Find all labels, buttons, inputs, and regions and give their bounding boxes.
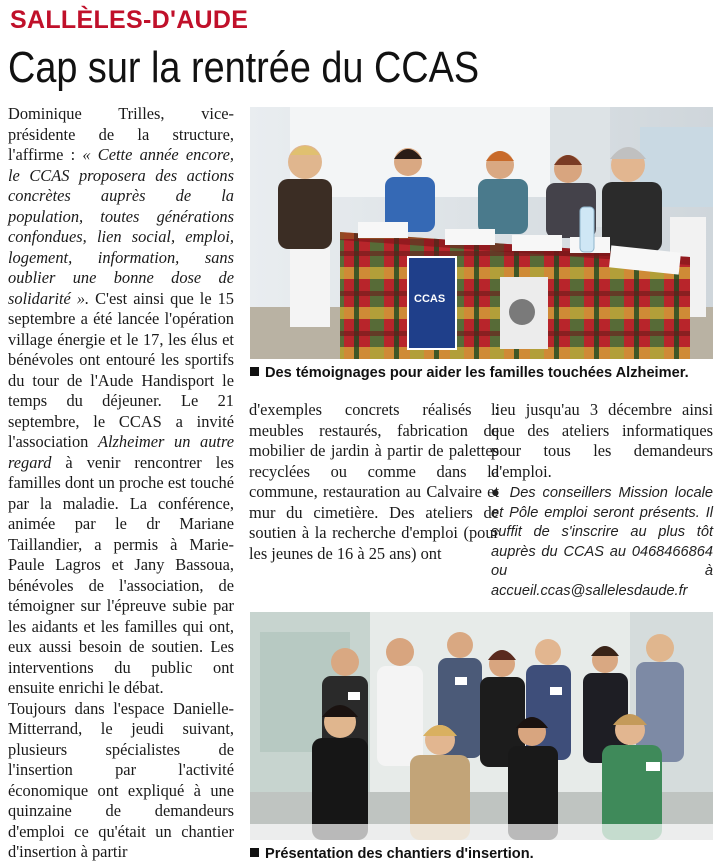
paragraph: Dominique Trilles, vice-présidente de la structure, l'affirme : « Cette année encore, le CCAS proposera des actions concrètes auprès de la population, toutes générations confondues, lien social, emploi, logement, information, sans oublier une bonne dose de solidarité ». C'est ainsi que le 15 septembre a été lancée l'opération village énergie et le 17, les élus et bénévoles ont entouré les sportifs du tour de l'Aude Handisport le temps du déjeuner. Le 21 septembre, le CCAS a invité l'association Alzheimer un autre regard à venir rencontrer les familles dont un proche est touché par la maladie. La conférence, animée par le dr Mariane Taillandier, a permis à Marie-Paule Lagros et Jany Bassoua, bénévoles de l'association, de témoigner sur l'épreuve subie par les aidants et les familles qui ont, eux aussi besoin de soutien. Les interventions du public ont ensuite enrichi le débat. [8, 104, 234, 697]
paragraph: lieu jusqu'au 3 décembre ainsi que des ateliers informatiques pour tous les demandeurs d'emploi. [491, 400, 713, 481]
info-note: ● Des conseillers Mission locale et Pôle emploi seront présents. Il suffit de s'inscrire au plus tôt auprès du CCAS au 0468466864 ou à accueil.ccas@sallelesdaude.fr [491, 485, 713, 599]
photo2-caption: Présentation des chantiers d'insertion. [250, 846, 534, 862]
quote: « Cette année encore, le CCAS proposera des actions concrètes auprès de la population, toutes générations confondues, lien social, emploi, logement, information, sans oublier une bonne dose de solidarité ». [8, 145, 234, 308]
article-column-1 [8, 104, 234, 863]
caption-square-icon [250, 848, 259, 857]
photo-insertion-group [250, 612, 713, 840]
article-column-3 [491, 400, 713, 601]
paragraph: d'exemples concrets réalisés : meubles restaurés, fabrication de mobilier de jardin à partir de palettes recyclées ou comme dans la commune, restauration au Calvaire et mur du cimetière. Des ateliers de soutien à la recherche d'emploi (pour les jeunes de 16 à 25 ans) ont [249, 400, 499, 563]
section-kicker: SALLÈLES-D'AUDE [10, 6, 249, 34]
photo-alzheimer-conference [250, 107, 713, 359]
headline: Cap sur la rentrée du CCAS [8, 43, 480, 92]
photo1-caption: Des témoignages pour aider les familles touchées Alzheimer. [250, 365, 689, 381]
association-name: Alzheimer un autre regard [8, 432, 234, 472]
caption-square-icon [250, 367, 259, 376]
paragraph: Toujours dans l'espace Danielle-Mitterrand, le jeudi suivant, plusieurs spécialistes de l'insertion par l'activité économique ont expliqué à une quinzaine de demandeurs d'emploi ce qu'était un chantier d'insertion à partir [8, 698, 234, 861]
article-column-2 [249, 400, 499, 564]
poster-ccas-text: CCAS [414, 293, 446, 305]
